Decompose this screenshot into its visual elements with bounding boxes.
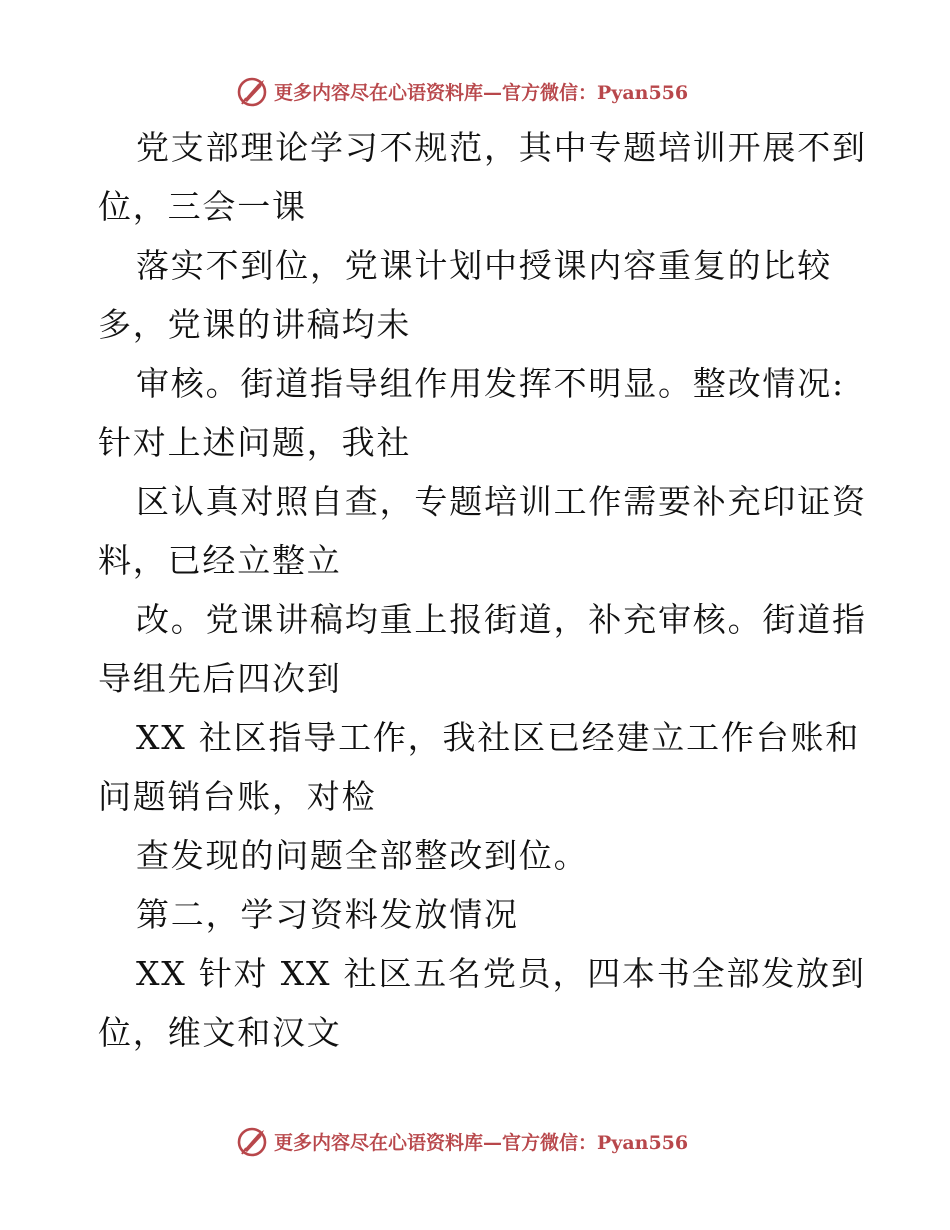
- document-body: [98, 118, 878, 1062]
- footer-watermark-banner: [236, 1124, 688, 1158]
- body-line-2: 位，三会一课: [98, 187, 307, 226]
- body-line-16: 位，维文和汉文: [98, 1013, 342, 1052]
- body-line-10: 导组先后四次到: [98, 659, 342, 698]
- header-banner-text: 更多内容尽在心语资料库—官方微信：Pyan556: [274, 81, 689, 104]
- body-line-8: 料，已经立整立: [98, 541, 342, 580]
- header-watermark-banner: [236, 74, 688, 108]
- body-line-4: 多，党课的讲稿均未: [98, 305, 412, 344]
- body-line-15: XX 针对 XX 社区五名党员，四本书全部发放到: [136, 954, 866, 993]
- body-line-6: 针对上述问题，我社: [98, 423, 412, 462]
- body-line-11: XX 社区指导工作，我社区已经建立工作台账和: [136, 718, 861, 757]
- body-line-3: 落实不到位，党课计划中授课内容重复的比较: [136, 246, 832, 285]
- body-line-12: 问题销台账，对检: [98, 777, 377, 816]
- body-line-5: 审核。街道指导组作用发挥不明显。整改情况:: [136, 364, 845, 403]
- body-line-9: 改。党课讲稿均重上报街道，补充审核。街道指: [136, 600, 867, 639]
- body-line-13: 查发现的问题全部整改到位。: [136, 836, 589, 875]
- body-line-1: 党支部理论学习不规范，其中专题培训开展不到: [136, 128, 867, 167]
- footer-banner-text: 更多内容尽在心语资料库—官方微信：Pyan556: [274, 1131, 689, 1154]
- body-line-14: 第二，学习资料发放情况: [136, 895, 519, 934]
- quill-pen-circle-icon: [236, 74, 270, 108]
- body-line-7: 区认真对照自查，专题培训工作需要补充印证资: [136, 482, 867, 521]
- quill-pen-circle-icon: [236, 1124, 270, 1158]
